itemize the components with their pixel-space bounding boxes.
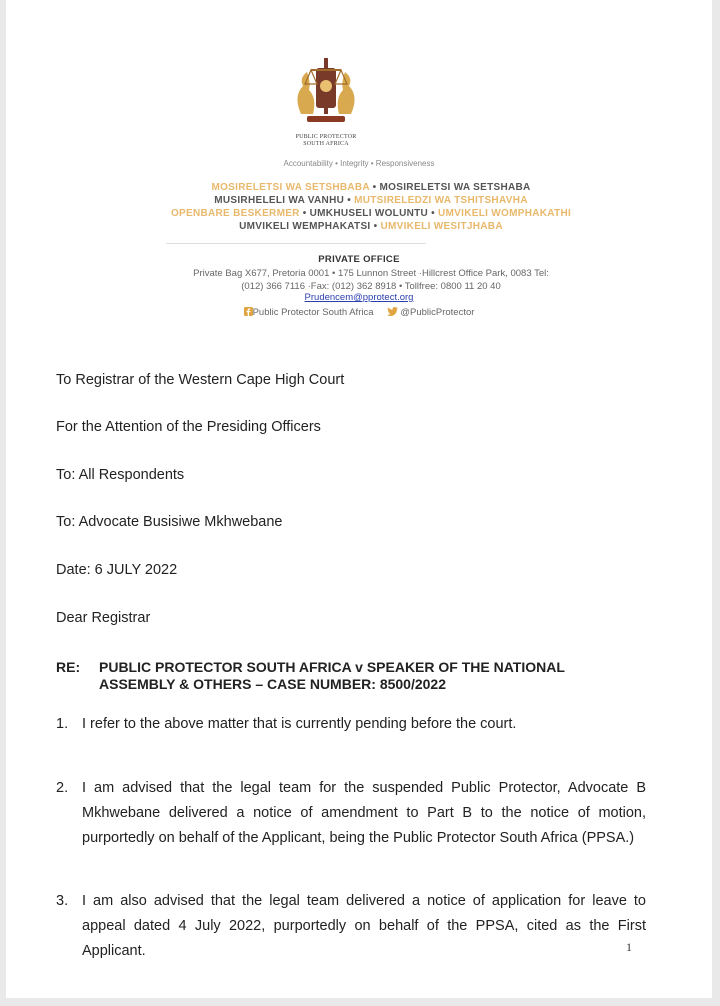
address-line1: Private Bag X677, Pretoria 0001 • 175 Lunnon Street ·Hillcrest Office Park, 0083 Tel: (193, 268, 549, 279)
tagline: Accountability • Integrity • Responsiveness (283, 159, 435, 168)
re-subject: PUBLIC PROTECTOR SOUTH AFRICA v SPEAKER OF THE NATIONAL ASSEMBLY & OTHERS – CASE NUMBER: 8500/2022 (99, 659, 565, 692)
divider (166, 243, 426, 244)
motto-line (106, 181, 636, 194)
paragraph-number: 2. (56, 780, 69, 796)
motto-segment: • UMKHUSELI WOLUNTU • (299, 208, 439, 219)
motto-segment: UMVIKELI WESITJHABA (380, 221, 503, 232)
paragraph-text: I am advised that the legal team for the suspended Public Protector, Advocate B Mkhwebane delivered a notice of amendment to Part B to the notice of motion, purportedly on behalf of the Applicant, being the Public Protector South Africa (PPSA.) (82, 780, 646, 846)
office-title: PRIVATE OFFICE (318, 254, 400, 265)
to-registrar: To Registrar of the Western Cape High Court (56, 372, 345, 388)
paragraph-number: 1. (56, 716, 69, 732)
motto-segment: MOSIRELETSI WA SETSHBABA (211, 182, 370, 193)
address (106, 267, 636, 293)
logo-caption-line1: PUBLIC PROTECTOR (295, 134, 357, 140)
date-line: Date: 6 JULY 2022 (56, 562, 178, 578)
attention-line: For the Attention of the Presiding Officers (56, 419, 321, 435)
paragraph-3 (56, 889, 646, 964)
social-links (6, 307, 712, 318)
paragraph-1 (56, 712, 646, 737)
to-advocate: To: Advocate Busisiwe Mkhwebane (56, 514, 283, 530)
salutation: Dear Registrar (56, 610, 151, 626)
email-link[interactable]: Prudencem@pprotect.org (304, 292, 414, 303)
motto-line (106, 207, 636, 220)
twitter-link[interactable]: @PublicProtector (400, 307, 475, 318)
motto-segment: UMVIKELI WOMPHAKATHI (438, 208, 572, 219)
motto-line (106, 194, 636, 207)
paragraph-number: 3. (56, 893, 69, 909)
logo-caption-line2: SOUTH AFRICA (303, 141, 349, 147)
public-protector-logo (289, 56, 363, 128)
facebook-icon (244, 307, 253, 316)
twitter-icon (387, 307, 398, 316)
motto-segment: MUSIRHELELI WA VANHU • (214, 195, 355, 206)
paragraph-text: I refer to the above matter that is currently pending before the court. (82, 716, 517, 732)
facebook-link[interactable]: Public Protector South Africa (252, 307, 374, 318)
to-respondents: To: All Respondents (56, 467, 185, 483)
letter-page (6, 0, 712, 998)
paragraph-text: I am also advised that the legal team delivered a notice of application for leave to appeal dated 4 July 2022, purportedly on behalf of the PPSA, cited as the First Applicant. (82, 893, 646, 959)
page-number: 1 (626, 940, 632, 954)
motto-segment: OPENBARE BESKERMER (170, 208, 300, 219)
re-label: RE: (56, 659, 81, 675)
logo-caption (276, 134, 376, 148)
motto-segment: • MOSIRELETSI WA SETSHABA (369, 182, 531, 193)
motto-line (106, 220, 636, 233)
address-line2: (012) 366 7116 ·Fax: (012) 362 8918 • Tollfree: 0800 11 20 40 (241, 281, 501, 292)
motto-block (106, 181, 636, 233)
paragraph-2 (56, 776, 646, 851)
motto-segment: MUTSIRELEDZI WA TSHITSHAVHA (354, 195, 528, 206)
motto-segment: UMVIKELI WEMPHAKATSI • (239, 221, 381, 232)
